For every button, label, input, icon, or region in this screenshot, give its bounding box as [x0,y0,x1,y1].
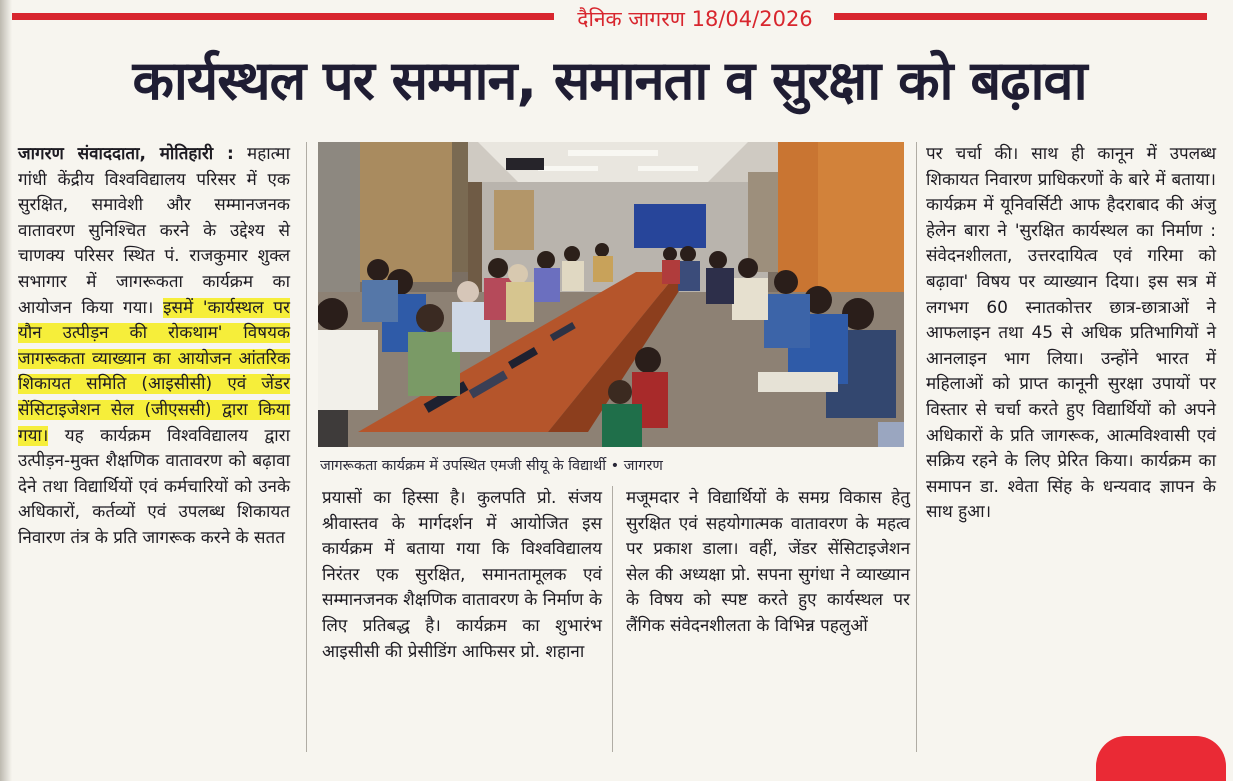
article-column-1 [18,142,290,552]
photo-caption: जागरूकता कार्यक्रम में उपस्थित एमजी सीयू के विद्यार्थी • जागरण [320,458,663,474]
masthead [12,4,1207,38]
corner-marker [1096,736,1226,781]
masthead-rule-right [834,13,1207,20]
column-divider [306,142,307,752]
masthead-rule-left [12,13,554,20]
highlighted-text: इसमें 'कार्यस्थल पर यौन उत्पीड़न की रोकथाम' विषयक जागरूकता व्याख्यान का आयोजन आंतरिक शिकायत समिति (आइसीसी) एवं जेंडर सेंसिटाइजेशन सेल (जीएससी) द्वारा किया गया। [18,297,291,446]
event-photo [318,142,904,447]
page-edge-shadow [0,0,12,781]
article-headline: कार्यस्थल पर सम्मान, समानता व सुरक्षा को बढ़ावा [132,49,1087,112]
column-divider [916,142,917,752]
article-column-2: प्रयासों का हिस्सा है। कुलपति प्रो. संजय श्रीवास्तव के मार्गदर्शन में आयोजित इस कार्यक्रम में बताया गया कि विश्वविद्यालय निरंतर एक सुरक्षित, समानतामूलक एवं सम्मानजनक शैक्षणिक वातावरण के निर्माण के लिए प्रतिबद्ध है। कार्यक्रम का शुभारंभ आइसीसी की प्रेसीडिंग आफिसर प्रो. शहाना [322,488,602,662]
article-column-4: पर चर्चा की। साथ ही कानून में उपलब्ध शिकायत निवारण प्राधिकरणों के बारे में बताया। कार्यक्रम में यूनिवर्सिटी आफ हैदराबाद की अंजु हेलेन बारा ने 'सुरक्षित कार्यस्थल का निर्माण : संवेदनशीलता, उत्तरदायित्व एवं गरिमा को बढ़ावा' विषय पर व्याख्यान दिया। इस सत्र में लगभग 60 स्नातकोत्तर छात्र-छात्राओं ने आफलाइन तथा 45 से अधिक प्रतिभागियों ने आनलाइन भाग लिया। उन्होंने भारत में महिलाओं को प्राप्त कानूनी सुरक्षा उपायों पर विस्तार से चर्चा करते हुए विद्यार्थियों को अपने अधिकारों के प्रति जागरूक, आत्मविश्वासी एवं सक्रिय रहने के लिए प्रेरित किया। कार्यक्रम का समापन डा. श्वेता सिंह के धन्यवाद ज्ञापन के साथ हुआ। [926,144,1216,523]
article-paragraph-continued: यह कार्यक्रम विश्वविद्यालय द्वारा उत्पीड़न-मुक्त शैक्षणिक वातावरण को बढ़ावा देने तथा विद्यार्थियों एवं कर्मचारियों को उनके अधिकारों, कर्तव्यों एवं उपलब्ध शिकायत निवारण तंत्र के प्रति जागरूक करने के सतत [18,425,290,548]
article-column-3: मजूमदार ने विद्यार्थियों के समग्र विकास हेतु सुरक्षित एवं सहयोगात्मक वातावरण के महत्व पर प्रकाश डाला। वहीं, जेंडर सेंसिटाइजेशन सेल की अध्यक्षा प्रो. सपना सुगंधा ने व्याख्यान के विषय को स्पष्ट करते हुए कार्यस्थल पर लैंगिक संवेदनशीलता के विभिन्न पहलुओं [626,488,910,636]
masthead-label: दैनिक जागरण 18/04/2026 [577,7,813,31]
column-divider [612,486,613,752]
auditorium-photo-illustration [318,142,904,447]
article-paragraph-intro: महात्मा गांधी केंद्रीय विश्वविद्यालय परिसर में एक सुरक्षित, समावेशी और सम्मानजनक वातावरण सुनिश्चित करने के उद्देश्य से चाणक्य परिसर स्थित पं. राजकुमार शुक्ल सभागार में जागरूकता कार्यक्रम का आयोजन किया गया। [18,144,290,318]
byline: जागरण संवाददाता, मोतिहारी : [18,144,234,164]
